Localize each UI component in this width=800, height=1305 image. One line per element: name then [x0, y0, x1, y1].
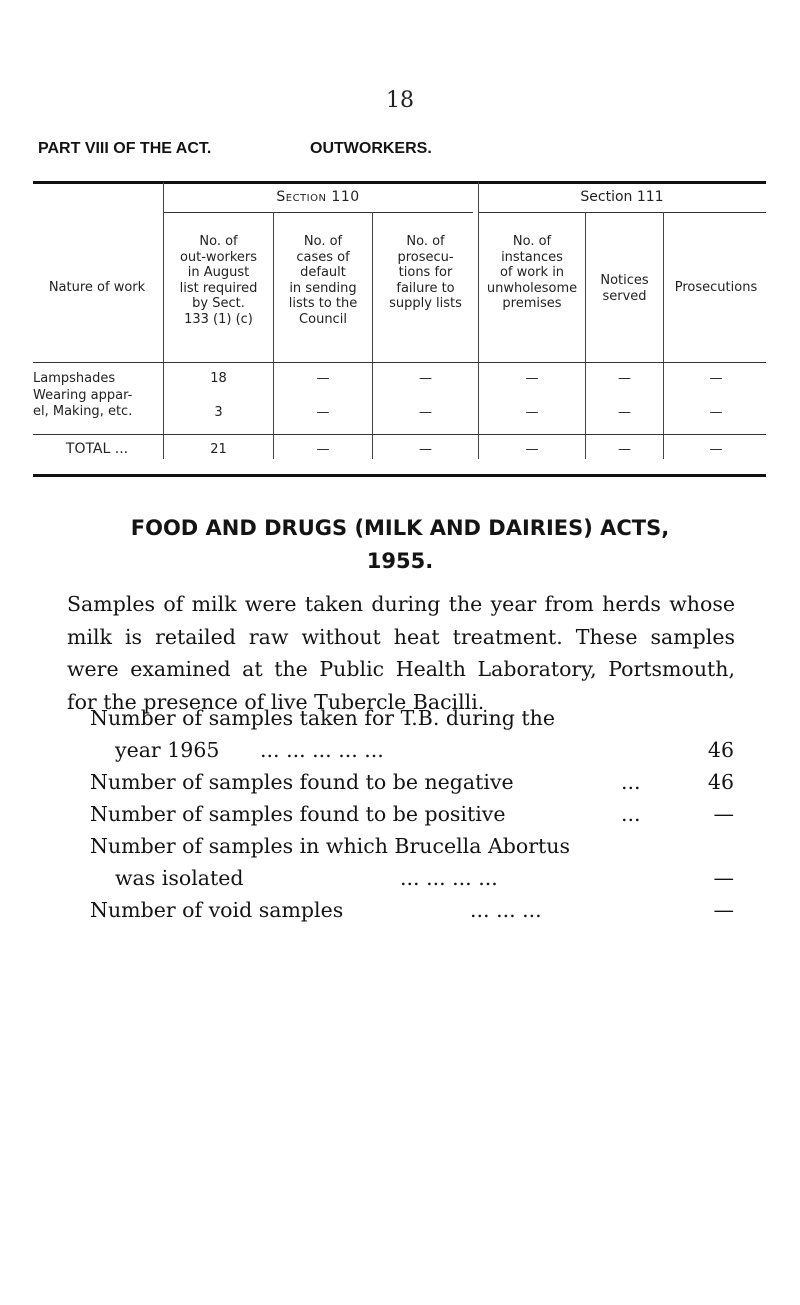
- page-number: 18: [386, 88, 414, 113]
- total-cell: —: [316, 442, 330, 457]
- table-cell: —: [618, 371, 631, 386]
- total-label: TOTAL ...: [65, 441, 129, 457]
- col-divider: [585, 212, 586, 459]
- stat-label-cont: was isolated: [115, 866, 244, 890]
- section-110-rule: [163, 212, 473, 213]
- section-110-label: Section 110: [276, 189, 360, 205]
- header-instances: No. of instances of work in unwholesome premises: [486, 234, 578, 311]
- stat-leader: ...: [621, 770, 641, 794]
- row-nature-wearing-apparel: Wearing appar- el, Making, etc.: [33, 388, 133, 419]
- section-111-rule: [478, 212, 766, 213]
- row-nature-lampshades: Lampshades: [33, 371, 116, 386]
- stat-label-cont: year 1965: [115, 738, 220, 762]
- col-divider: [663, 212, 664, 459]
- table-top-rule: [33, 181, 766, 184]
- stat-leader: ... ... ... ...: [400, 866, 498, 890]
- table-cell: —: [316, 371, 330, 386]
- section-111-label: Section 111: [580, 189, 664, 205]
- table-cell: —: [709, 371, 723, 386]
- total-cell: —: [525, 442, 539, 457]
- header-notices-served: Notices served: [600, 273, 649, 304]
- part-heading: PART VIII OF THE ACT.: [38, 140, 212, 157]
- food-drugs-heading: FOOD AND DRUGS (MILK AND DAIRIES) ACTS, 1955.: [130, 516, 670, 573]
- table-cell: —: [419, 405, 432, 420]
- stat-leader: ... ... ... ... ...: [260, 738, 384, 762]
- header-prosecutions-110: No. of prosecu- tions for failure to supply lists: [389, 234, 462, 311]
- stat-label: Number of samples found to be negative: [90, 770, 514, 794]
- stat-value: —: [713, 866, 734, 890]
- table-cell: —: [525, 405, 539, 420]
- stat-value: —: [713, 898, 734, 922]
- samples-paragraph: Samples of milk were taken during the year from herds whose milk is retailed raw without heat treatment. These samples were examined at the Public Health Laboratory, Portsmouth, for the presence of live Tubercle Bacilli.: [67, 592, 735, 714]
- stat-value: 46: [707, 770, 734, 794]
- body-bottom-rule: [33, 434, 766, 435]
- stat-value: —: [713, 802, 734, 826]
- table-cell: —: [709, 405, 723, 420]
- stat-label: Number of void samples: [90, 898, 344, 922]
- stat-label: Number of samples found to be positive: [90, 802, 506, 826]
- stat-value: 46: [707, 738, 734, 762]
- table-cell: 3: [214, 405, 223, 420]
- section-heading: [38, 140, 432, 158]
- table-cell: —: [419, 371, 432, 386]
- header-bottom-rule: [33, 362, 766, 363]
- total-cell: —: [618, 442, 631, 457]
- header-prosecutions-111: Prosecutions: [674, 280, 758, 295]
- table-bottom-rule: [33, 474, 766, 477]
- table-cell: —: [316, 405, 330, 420]
- header-default-cases: No. of cases of default in sending lists to the Council: [288, 234, 358, 327]
- table-cell: 18: [210, 371, 227, 386]
- stat-label: Number of samples taken for T.B. during the: [90, 706, 555, 730]
- table-cell: —: [525, 371, 539, 386]
- total-cell: —: [709, 442, 723, 457]
- header-outworkers: No. of out-workers in August list required by Sect. 133 (1) (c): [179, 234, 258, 327]
- stat-leader: ...: [621, 802, 641, 826]
- stat-leader: ... ... ...: [470, 898, 542, 922]
- outworkers-heading: OUTWORKERS.: [310, 140, 432, 157]
- header-nature-of-work: Nature of work: [48, 280, 146, 295]
- stat-label: Number of samples in which Brucella Abortus: [90, 834, 570, 858]
- table-cell: —: [618, 405, 631, 420]
- total-cell: 21: [210, 442, 227, 457]
- total-cell: —: [419, 442, 432, 457]
